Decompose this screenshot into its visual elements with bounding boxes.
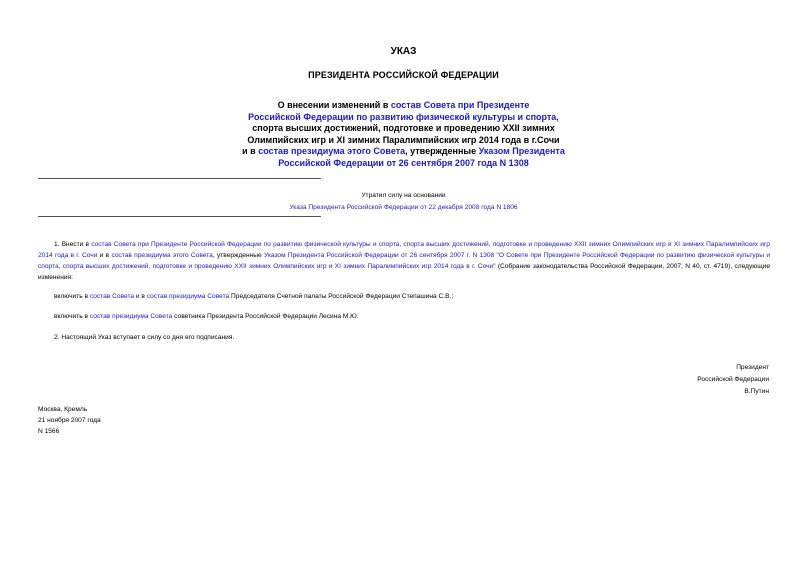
paragraph-text: включить в — [54, 293, 90, 300]
presidium-composition-link[interactable]: состав президиума Совета — [89, 313, 173, 320]
repeal-notice — [180, 190, 627, 214]
doc-type-heading: УКАЗ — [390, 46, 417, 57]
paragraph-text: Председателя Счетной палаты Российской Федерации Степашина С.В.; — [229, 293, 454, 300]
paragraph-text: , утвержденные — [212, 252, 264, 259]
paragraph-text: (Собрание законодательства Российской Федерации, 2007, N 40, ст. 4719), следующие изменения: — [38, 263, 770, 281]
council-composition-link[interactable]: состав Совета — [89, 293, 135, 300]
paragraph-1 — [38, 239, 770, 283]
paragraph-text: 1. Внести в — [54, 241, 92, 248]
council-composition-link[interactable]: состав Совета при Президенте — [390, 100, 530, 110]
paragraph-text: и в — [97, 252, 112, 259]
paragraph-text: и в — [134, 293, 147, 300]
presidium-composition-link[interactable]: состав президиума этого Совета — [111, 252, 213, 259]
repealing-decree-link[interactable]: Указа Президента Российской Федерации от 22 декабря 2008 года N 1806 — [289, 204, 518, 211]
title-text: О внесении изменений в — [277, 100, 391, 110]
divider-top — [38, 178, 321, 179]
place: Москва, Кремль — [38, 406, 88, 413]
paragraph-4: 2. Настоящий Указ вступает в силу со дня его подписания. — [54, 334, 235, 341]
presidium-composition-link[interactable]: состав президиума этого Совета — [258, 146, 406, 157]
decree-1308-link-cont[interactable]: Российской Федерации от 26 сентября 2007 года N 1308 — [278, 157, 529, 168]
title-text: , утвержденные — [405, 146, 479, 157]
presidium-composition-link[interactable]: состав президиума Совета — [146, 293, 230, 300]
paragraph-text: включить в — [54, 313, 90, 320]
divider-bottom — [38, 216, 321, 217]
signature-block — [697, 362, 769, 398]
issuer-heading: ПРЕЗИДЕНТА РОССИЙСКОЙ ФЕДЕРАЦИИ — [308, 70, 499, 80]
paragraph-text: советника Президента Российской Федерации Лесина М.Ю. — [172, 313, 359, 320]
decree-number: N 1566 — [38, 428, 60, 435]
title-text: Олимпийских игр и XI зимних Паралимпийских игр 2014 года в г.Сочи — [247, 134, 560, 145]
title-text: и в — [242, 146, 259, 157]
signature-title: Президент — [736, 364, 769, 371]
repeal-notice-text: Утратил силу на основании — [361, 192, 446, 199]
title-text: спорта высших достижений, подготовке и проведению XXII зимних — [252, 123, 555, 134]
place-date-block — [38, 404, 101, 437]
signature-title: Российской Федерации — [697, 376, 769, 383]
council-composition-link-cont[interactable]: Российской Федерации по развитию физической культуры и спорта, — [248, 111, 559, 122]
date: 21 ноября 2007 года — [38, 417, 101, 424]
signature-name: В.Путин — [744, 388, 769, 395]
paragraph-3 — [38, 311, 770, 322]
paragraph-2 — [38, 291, 770, 302]
decree-1308-link[interactable]: Указом Президента Российской Федерации от 26 сентября 2007 г. N 1308 "О Совете при Президенте Российской Федерации по развитию физической культуры и спорта, спорта высших достижений, подготовке и проведению XXII зимних Олимпийских игр и XI зимних Паралимпийских игр 2014 года в г. Сочи" — [38, 252, 770, 270]
council-composition-link[interactable]: состав Совета при Президенте Российской Федерации по развитию физической культуры и спорта, спорта высших достижений, подготовке и проведению XXII зимних Олимпийских игр и XI зимних Паралимпийских игр 2014 года в г. Сочи — [38, 241, 770, 259]
decree-1308-link[interactable]: Указом Президента — [478, 146, 565, 157]
document-title — [200, 100, 607, 170]
